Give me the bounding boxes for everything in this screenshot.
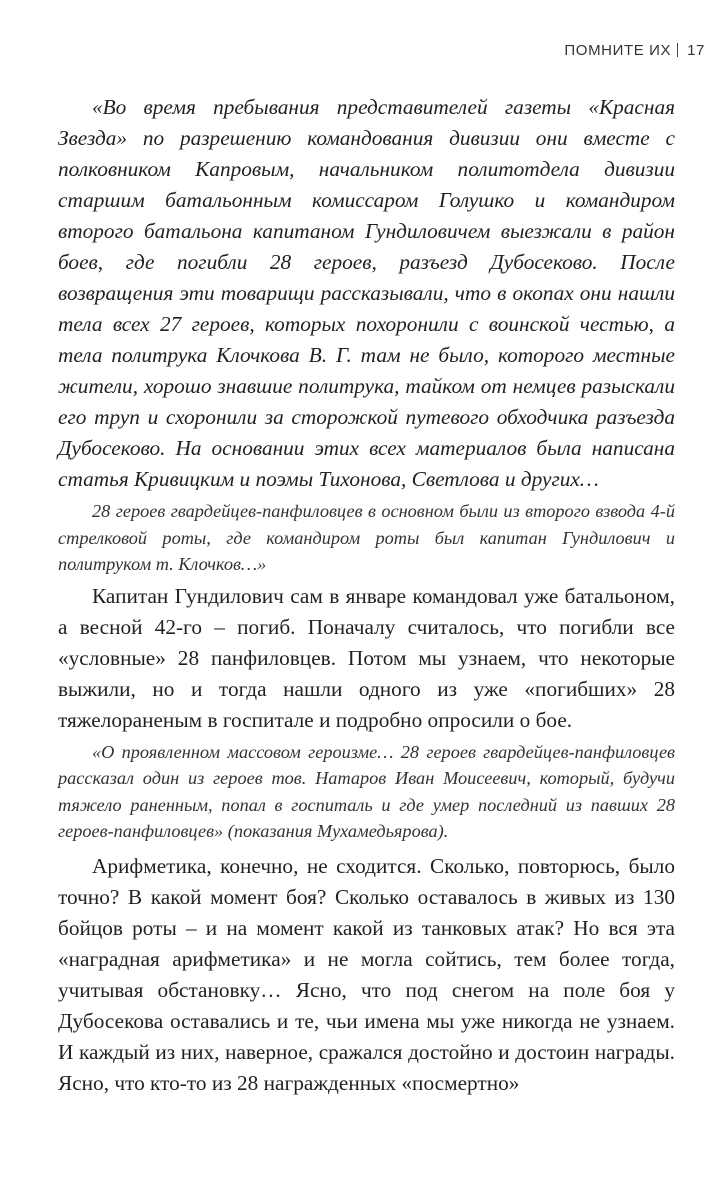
page-number: 17 [687, 42, 705, 59]
quote-paragraph: 28 героев гвардейцев-панфиловцев в основном были из второго взвода 4-й стрелковой роты, где командиром роты был капитан Гундилович и политруком т. Клочков…» [58, 501, 675, 574]
quote-paragraph: «Во время пребывания представителей газеты «Красная Звезда» по разрешению командования дивизии они вместе с полковником Капровым, начальником политотдела дивизии старшим батальонным комиссаром Голушко и командиром второго батальона капитаном Гундиловичем выезжали в район боев, где погибли 28 героев, разъезд Дубосеково. После возвращения эти товарищи рассказывали, что в окопах они нашли тела всех 27 героев, которых похоронили с воинской честью, а тела политрука Клочкова В. Г. там не было, которого местные жители, хорошо знавшие политрука, тайком от немцев разыскали его труп и схоронили за сторожкой путевого обходчика разъезда Дубосеково. На основании этих всех материалов была написана статья Кривицким и поэмы Тихонова, Светлова и других… [58, 95, 675, 491]
quote-paragraph: «О проявленном массовом героизме… 28 героев гвардейцев-панфиловцев рассказал один из героев тов. Натаров Иван Моисеевич, который, будучи тяжело раненным, попал в госпиталь и где умер последний из павших 28 героев-панфиловцев» (показания Мухамедьярова). [58, 741, 675, 841]
body-paragraph: Капитан Гундилович сам в январе командовал уже батальоном, а весной 42-го – погиб. Поначалу считалось, что погибли все «условные» 28 панфиловцев. Потом мы узнаем, что некоторые выжили, но и тогда нашли одного из уже «погибших» 28 тяжелораненым в госпитале и подробно опросили о бое. [58, 583, 675, 732]
running-head [564, 42, 705, 59]
section-title: ПОМНИТЕ ИХ [564, 42, 672, 59]
body-paragraph: Арифметика, конечно, не сходится. Сколько, повторюсь, было точно? В какой момент боя? Сколько оставалось в живых из 130 бойцов роты – и на момент какой из танковых атак? Но вся эта «наградная арифметика» и не могла сойтись, тем более тогда, учитывая обстановку… Ясно, что под снегом на поле боя у Дубосекова оставались и те, чьи имена мы уже никогда не узнаем. И каждый из них, наверное, сражался достойно и достоин награды. Ясно, что кто-то из 28 награжденных «посмертно» [58, 853, 675, 1095]
header-separator [677, 43, 678, 57]
page-body [58, 92, 675, 1099]
